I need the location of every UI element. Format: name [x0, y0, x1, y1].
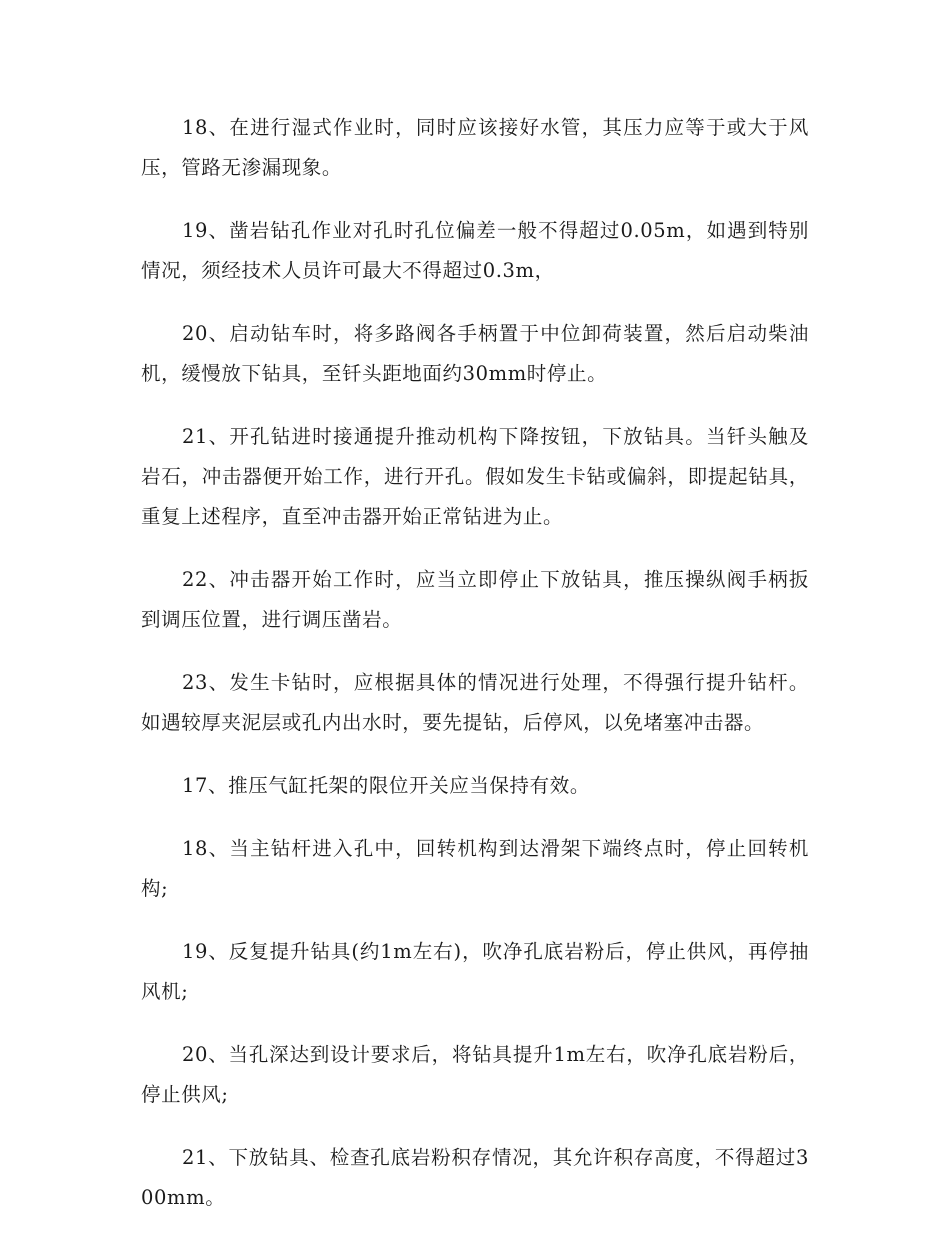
paragraph: 22、冲击器开始工作时，应当立即停止下放钻具，推压操纵阀手柄扳到调压位置，进行调压凿岩。	[141, 568, 809, 631]
paragraph: 18、当主钻杆进入孔中，回转机构到达滑架下端终点时，停止回转机构;	[141, 837, 809, 900]
paragraph: 21、开孔钻进时接通提升推动机构下降按钮，下放钻具。当钎头触及岩石，冲击器便开始工作，进行开孔。假如发生卡钻或偏斜，即提起钻具，重复上述程序，直至冲击器开始正常钻进为止。	[141, 425, 809, 528]
paragraph: 17、推压气缸托架的限位开关应当保持有效。	[182, 774, 590, 797]
paragraph: 18、在进行湿式作业时，同时应该接好水管，其压力应等于或大于风压，管路无渗漏现象。	[141, 116, 809, 179]
paragraph: 19、凿岩钻孔作业对孔时孔位偏差一般不得超过0.05m，如遇到特别情况，须经技术人员许可最大不得超过0.3m，	[141, 219, 809, 282]
paragraph: 20、启动钻车时，将多路阀各手柄置于中位卸荷装置，然后启动柴油机，缓慢放下钻具，至钎头距地面约30mm时停止。	[141, 322, 809, 385]
paragraph: 20、当孔深达到设计要求后，将钻具提升1m左右，吹净孔底岩粉后，停止供风;	[141, 1043, 809, 1106]
paragraph: 21、下放钻具、检查孔底岩粉积存情况，其允许积存高度，不得超过300mm。	[141, 1146, 809, 1209]
paragraph: 19、反复提升钻具(约1m左右)，吹净孔底岩粉后，停止供风，再停抽风机;	[141, 940, 809, 1003]
document-body	[141, 108, 809, 1241]
paragraph: 23、发生卡钻时，应根据具体的情况进行处理，不得强行提升钻杆。如遇较厚夹泥层或孔内出水时，要先提钻，后停风，以免堵塞冲击器。	[141, 671, 809, 734]
